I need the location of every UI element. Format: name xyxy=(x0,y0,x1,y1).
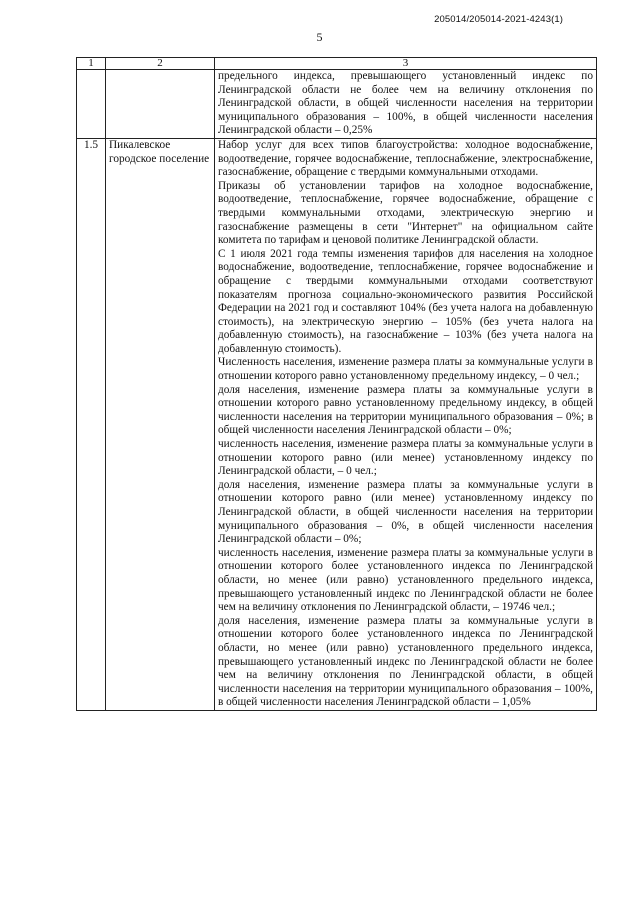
paragraph-share-1: доля населения, изменение размера платы за коммунальные услуги в отношении которого равно установленному предельному индексу, в общей численности населения на территории муниципального образования – 0%; в общей численности населения Ленинградской области – 0%; xyxy=(218,383,593,437)
column-number-3: 3 xyxy=(215,58,597,70)
row-number: 1.5 xyxy=(77,138,106,710)
cell-empty-name xyxy=(106,70,215,139)
continuation-text: предельного индекса, превышающего установленный индекс по Ленинградской области не более чем на величину отклонения по Ленинградской области, в общей численности населения на территории муниципального образования – 100%, в общей численности населения Ленинградской области – 0,25% xyxy=(215,70,597,139)
row-description xyxy=(215,138,597,710)
paragraph-population-3: численность населения, изменение размера платы за коммунальные услуги в отношении которого более установленного индекса по Ленинградской области, но менее (или равно) установленного предельного индекса, превышающего установленный индекс по Ленинградской области не более чем на величину отклонения по Ленинградской области, – 19746 чел.; xyxy=(218,546,593,614)
settlement-name: Пикалевское городское поселение xyxy=(106,138,215,710)
paragraph-orders: Приказы об установлении тарифов на холодное водоснабжение, водоотведение, теплоснабжение, горячее водоснабжение, обращение с твердыми коммунальными отходами, электрическую энергию и газоснабжение размещены в сети "Интернет" на официальном сайте комитета по тарифам и ценовой политике Ленинградской области. xyxy=(218,179,593,247)
table-header-row xyxy=(77,58,597,70)
paragraph-population-1: Численность населения, изменение размера платы за коммунальные услуги в отношении которого равно установленному предельному индексу, – 0 чел.; xyxy=(218,356,593,383)
tariff-table xyxy=(76,57,597,711)
paragraph-share-2: доля населения, изменение размера платы за коммунальные услуги в отношении которого равно (или менее) установленному индексу по Ленинградской области, в общей численности населения на территории муниципального образования – 0%, в общей численности населения Ленинградской области – 0%; xyxy=(218,478,593,546)
paragraph-tariff-rates: С 1 июля 2021 года темпы изменения тарифов для населения на холодное водоснабжение, водоотведение, теплоснабжение, горячее водоснабжение и обращение с твердыми коммунальными отходами соответствуют показателям прогноза социально-экономического развития Российской Федерации на 2021 год и составляют 104% (без учета налога на добавленную стоимость), на электрическую энергию – 105% (без учета налога на добавленную стоимость), на газоснабжение – 103% (без учета налога на добавленную стоимость). xyxy=(218,247,593,355)
paragraph-share-3: доля населения, изменение размера платы за коммунальные услуги в отношении которого более установленного индекса по Ленинградской области, но менее (или равно) установленного предельного индекса, превышающего установленный индекс по Ленинградской области не более чем на величину отклонения по Ленинградской области, в общей численности населения на территории муниципального образования – 100%, в общей численности населения Ленинградской области – 1,05% xyxy=(218,614,593,709)
column-number-2: 2 xyxy=(106,58,215,70)
document-id: 205014/205014-2021-4243(1) xyxy=(434,14,563,25)
page-number: 5 xyxy=(316,30,323,44)
table-row-1-5 xyxy=(77,138,597,710)
table-row-continuation xyxy=(77,70,597,139)
cell-empty-num xyxy=(77,70,106,139)
paragraph-services: Набор услуг для всех типов благоустройства: холодное водоснабжение, водоотведение, горячее водоснабжение, теплоснабжение, электроснабжение, газоснабжение, обращение с твердыми коммунальными отходами. xyxy=(218,138,593,179)
paragraph-population-2: численность населения, изменение размера платы за коммунальные услуги в отношении которого равно (или менее) установленному индексу по Ленинградской области, – 0 чел.; xyxy=(218,438,593,478)
column-number-1: 1 xyxy=(77,58,106,70)
